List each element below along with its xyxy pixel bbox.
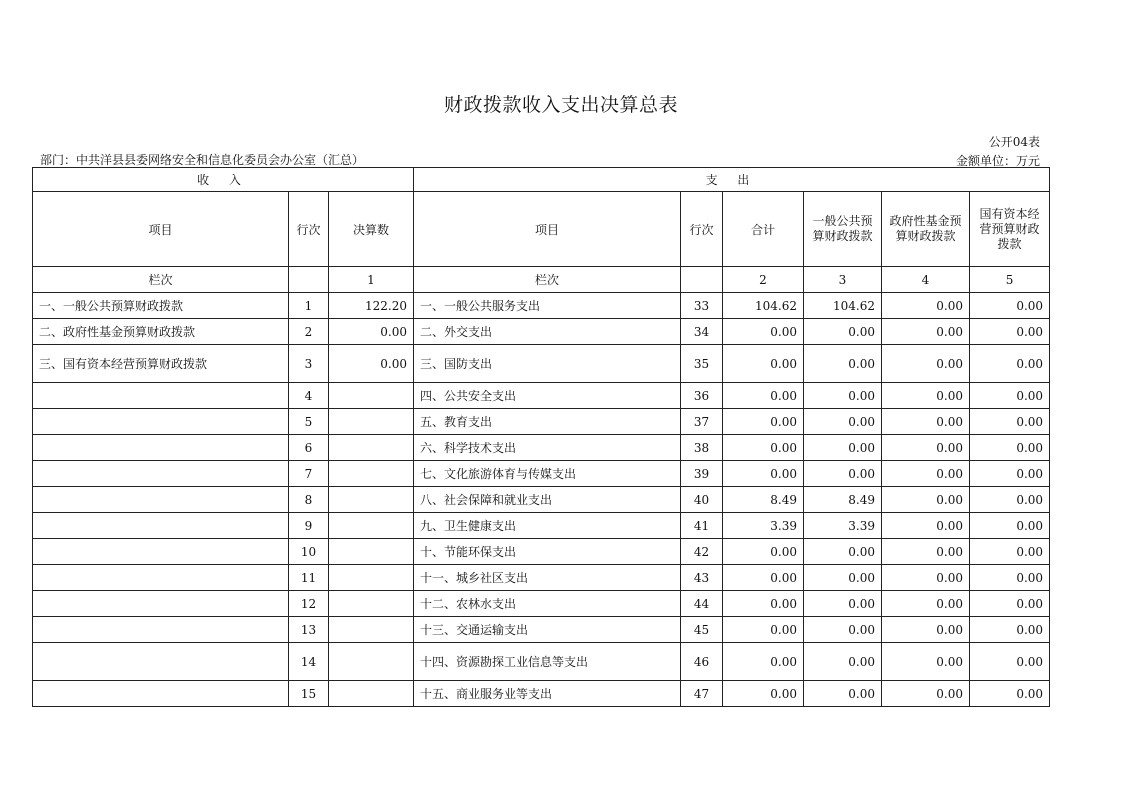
total-amount: 0.00 [723,539,804,565]
gov-fund-amount: 0.00 [882,513,970,539]
income-row-no: 15 [289,681,329,707]
table-row [33,539,1050,565]
expense-row-no: 34 [681,319,723,345]
gov-fund-amount: 0.00 [882,487,970,513]
general-budget-amount: 8.49 [804,487,882,513]
income-item [33,409,289,435]
total-amount: 0.00 [723,565,804,591]
general-budget-amount: 0.00 [804,409,882,435]
expense-row-no: 42 [681,539,723,565]
gov-fund-amount: 0.00 [882,409,970,435]
report-title: 财政拨款收入支出决算总表 [443,94,678,116]
gov-fund-amount: 0.00 [882,539,970,565]
expense-item: 十五、商业服务业等支出 [414,681,681,707]
form-number: 公开04表 [988,135,1040,149]
general-budget-amount: 0.00 [804,643,882,681]
table-row [33,487,1050,513]
state-capital-amount: 0.00 [970,293,1050,319]
total-amount: 0.00 [723,383,804,409]
general-budget-amount: 0.00 [804,591,882,617]
expense-item: 十三、交通运输支出 [414,617,681,643]
col-expense-row: 行次 [681,192,723,267]
expense-row-no: 40 [681,487,723,513]
gov-fund-amount: 0.00 [882,345,970,383]
income-item [33,591,289,617]
total-amount: 3.39 [723,513,804,539]
income-item: 三、国有资本经营预算财政拨款 [33,345,289,383]
income-row-no: 1 [289,293,329,319]
col-general-budget: 一般公共预算财政拨款 [804,192,882,267]
income-item [33,513,289,539]
expense-item: 五、教育支出 [414,409,681,435]
general-budget-amount: 104.62 [804,293,882,319]
income-row-no: 14 [289,643,329,681]
expense-row-no: 47 [681,681,723,707]
income-amount [329,383,414,409]
income-item [33,681,289,707]
total-amount: 0.00 [723,319,804,345]
state-capital-amount: 0.00 [970,383,1050,409]
state-capital-amount: 0.00 [970,591,1050,617]
expense-row-no: 33 [681,293,723,319]
state-capital-amount: 0.00 [970,461,1050,487]
total-amount: 8.49 [723,487,804,513]
index-blank [681,267,723,293]
table-row [33,319,1050,345]
total-amount: 0.00 [723,461,804,487]
column-index-row [33,267,1050,293]
index-expense-label: 栏次 [414,267,681,293]
col-income-row: 行次 [289,192,329,267]
expense-row-no: 46 [681,643,723,681]
index-general: 3 [804,267,882,293]
index-income-label: 栏次 [33,267,289,293]
gov-fund-amount: 0.00 [882,591,970,617]
income-item: 二、政府性基金预算财政拨款 [33,319,289,345]
col-income-amount: 决算数 [329,192,414,267]
income-amount [329,617,414,643]
col-state-capital: 国有资本经营预算财政拨款 [970,192,1050,267]
income-amount [329,681,414,707]
gov-fund-amount: 0.00 [882,319,970,345]
income-row-no: 3 [289,345,329,383]
expense-item: 十二、农林水支出 [414,591,681,617]
income-section-header: 收 入 [33,168,414,192]
gov-fund-amount: 0.00 [882,681,970,707]
general-budget-amount: 0.00 [804,539,882,565]
income-amount [329,461,414,487]
table-row [33,435,1050,461]
state-capital-amount: 0.00 [970,487,1050,513]
expense-row-no: 37 [681,409,723,435]
gov-fund-amount: 0.00 [882,383,970,409]
table-row [33,383,1050,409]
index-income-amount: 1 [329,267,414,293]
total-amount: 0.00 [723,643,804,681]
income-row-no: 13 [289,617,329,643]
department-label: 部门：中共洋县县委网络安全和信息化委员会办公室（汇总） [40,153,365,167]
income-row-no: 2 [289,319,329,345]
income-row-no: 4 [289,383,329,409]
general-budget-amount: 0.00 [804,319,882,345]
table-row [33,345,1050,383]
settlement-table [32,167,1050,707]
gov-fund-amount: 0.00 [882,565,970,591]
table-row [33,565,1050,591]
income-amount: 0.00 [329,319,414,345]
gov-fund-amount: 0.00 [882,435,970,461]
income-item [33,383,289,409]
income-item [33,617,289,643]
income-row-no: 11 [289,565,329,591]
state-capital-amount: 0.00 [970,539,1050,565]
expense-row-no: 39 [681,461,723,487]
expense-item: 十四、资源勘探工业信息等支出 [414,643,681,681]
income-item [33,565,289,591]
total-amount: 0.00 [723,681,804,707]
total-amount: 0.00 [723,591,804,617]
table-row [33,409,1050,435]
total-amount: 0.00 [723,435,804,461]
income-amount: 0.00 [329,345,414,383]
total-amount: 0.00 [723,617,804,643]
table-row [33,643,1050,681]
income-row-no: 7 [289,461,329,487]
general-budget-amount: 0.00 [804,617,882,643]
income-amount [329,565,414,591]
col-expense-item: 项目 [414,192,681,267]
total-amount: 0.00 [723,409,804,435]
column-header-row [33,192,1050,267]
index-total: 2 [723,267,804,293]
expense-row-no: 45 [681,617,723,643]
state-capital-amount: 0.00 [970,319,1050,345]
income-amount [329,513,414,539]
index-state-capital: 5 [970,267,1050,293]
expense-item: 十一、城乡社区支出 [414,565,681,591]
income-row-no: 8 [289,487,329,513]
table-row [33,617,1050,643]
expense-item: 八、社会保障和就业支出 [414,487,681,513]
income-item [33,487,289,513]
gov-fund-amount: 0.00 [882,293,970,319]
income-item [33,643,289,681]
gov-fund-amount: 0.00 [882,643,970,681]
section-header-row [33,168,1050,192]
expense-item: 七、文化旅游体育与传媒支出 [414,461,681,487]
expense-item: 九、卫生健康支出 [414,513,681,539]
expense-row-no: 35 [681,345,723,383]
income-item [33,539,289,565]
state-capital-amount: 0.00 [970,617,1050,643]
state-capital-amount: 0.00 [970,345,1050,383]
table-row [33,681,1050,707]
expense-item: 三、国防支出 [414,345,681,383]
col-income-item: 项目 [33,192,289,267]
table-row [33,513,1050,539]
income-row-no: 5 [289,409,329,435]
col-gov-fund: 政府性基金预算财政拨款 [882,192,970,267]
expense-section-header: 支 出 [414,168,1050,192]
income-amount [329,487,414,513]
income-row-no: 6 [289,435,329,461]
income-amount [329,539,414,565]
income-row-no: 12 [289,591,329,617]
general-budget-amount: 3.39 [804,513,882,539]
total-amount: 104.62 [723,293,804,319]
table-row [33,461,1050,487]
state-capital-amount: 0.00 [970,435,1050,461]
col-total: 合计 [723,192,804,267]
gov-fund-amount: 0.00 [882,461,970,487]
table-row [33,591,1050,617]
income-row-no: 10 [289,539,329,565]
income-amount [329,591,414,617]
expense-item: 十、节能环保支出 [414,539,681,565]
general-budget-amount: 0.00 [804,345,882,383]
income-item [33,461,289,487]
state-capital-amount: 0.00 [970,513,1050,539]
income-item [33,435,289,461]
general-budget-amount: 0.00 [804,383,882,409]
expense-row-no: 36 [681,383,723,409]
state-capital-amount: 0.00 [970,565,1050,591]
index-gov-fund: 4 [882,267,970,293]
income-amount: 122.20 [329,293,414,319]
total-amount: 0.00 [723,345,804,383]
expense-item: 二、外交支出 [414,319,681,345]
state-capital-amount: 0.00 [970,409,1050,435]
table-row [33,293,1050,319]
expense-item: 六、科学技术支出 [414,435,681,461]
state-capital-amount: 0.00 [970,643,1050,681]
expense-row-no: 43 [681,565,723,591]
index-blank [289,267,329,293]
general-budget-amount: 0.00 [804,565,882,591]
gov-fund-amount: 0.00 [882,617,970,643]
income-amount [329,643,414,681]
expense-row-no: 41 [681,513,723,539]
unit-label: 金额单位：万元 [955,154,1040,168]
general-budget-amount: 0.00 [804,681,882,707]
state-capital-amount: 0.00 [970,681,1050,707]
income-amount [329,409,414,435]
general-budget-amount: 0.00 [804,435,882,461]
general-budget-amount: 0.00 [804,461,882,487]
expense-row-no: 38 [681,435,723,461]
expense-row-no: 44 [681,591,723,617]
expense-item: 四、公共安全支出 [414,383,681,409]
income-amount [329,435,414,461]
income-item: 一、一般公共预算财政拨款 [33,293,289,319]
income-row-no: 9 [289,513,329,539]
expense-item: 一、一般公共服务支出 [414,293,681,319]
